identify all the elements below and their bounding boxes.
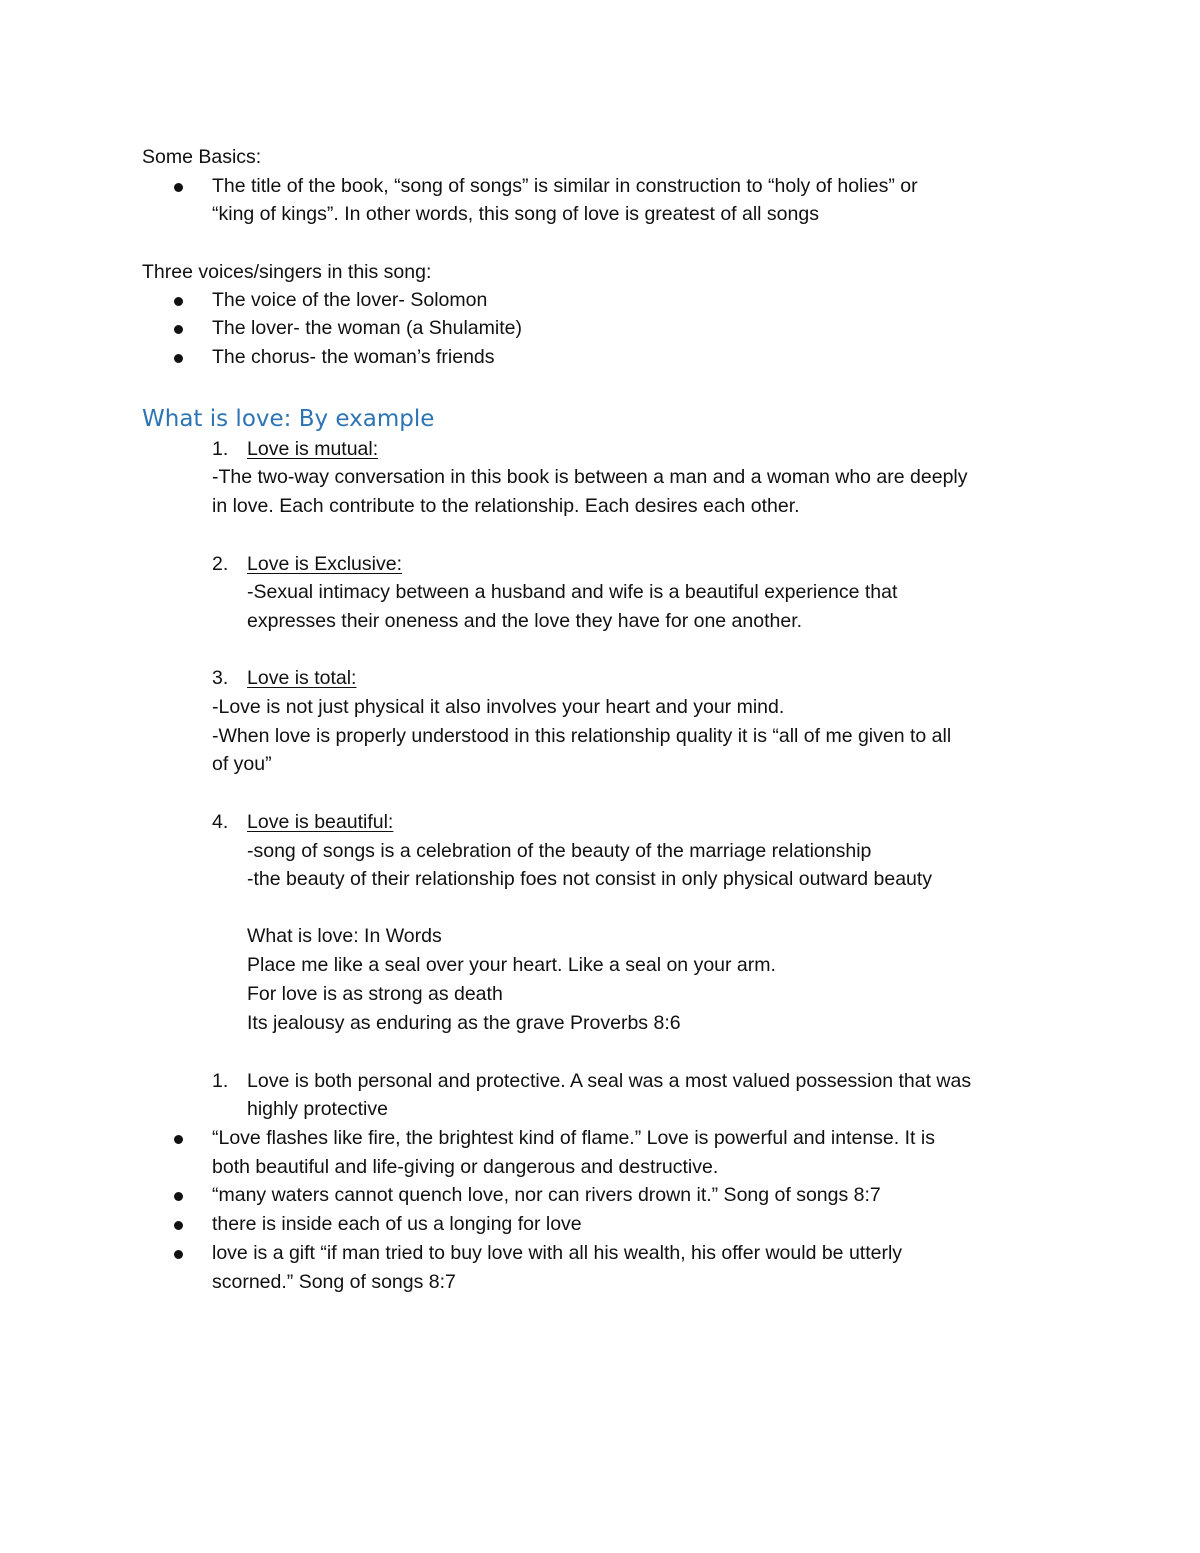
final-bullet-line: both beautiful and life-giving or dangerous and destructive.: [212, 1156, 719, 1178]
voices-item: The chorus- the woman’s friends: [212, 346, 495, 368]
final-bullet-line: scorned.” Song of songs 8:7: [212, 1271, 456, 1293]
final-bullet-line: love is a gift “if man tried to buy love with all his wealth, his offer would be utterly: [212, 1242, 903, 1264]
point-title: Love is mutual:: [247, 438, 379, 460]
final-numbered-line: highly protective: [247, 1098, 388, 1120]
point-number: 4.: [212, 811, 229, 833]
point-text-line: -song of songs is a celebration of the beauty of the marriage relationship: [247, 840, 872, 862]
final-bullet-line: “Love flashes like fire, the brightest kind of flame.” Love is powerful and intense. It is: [212, 1127, 935, 1149]
bullet-icon: [174, 1135, 183, 1144]
in-words-line: What is love: In Words: [247, 925, 442, 947]
bullet-icon: [174, 297, 183, 306]
final-number: 1.: [212, 1070, 229, 1092]
bullet-icon: [174, 183, 183, 192]
point-text-line: -When love is properly understood in this relationship quality it is “all of me given to all: [212, 725, 952, 747]
basics-bullet-line: “king of kings”. In other words, this song of love is greatest of all songs: [212, 203, 819, 225]
basics-label: Some Basics:: [142, 146, 262, 168]
final-bullet-line: there is inside each of us a longing for love: [212, 1213, 582, 1235]
bullet-icon: [174, 1221, 183, 1230]
basics-bullet-line: The title of the book, “song of songs” is similar in construction to “holy of holies” or: [212, 175, 918, 197]
voices-item: The voice of the lover- Solomon: [212, 289, 488, 311]
point-number: 3.: [212, 667, 229, 689]
point-text-line: -Love is not just physical it also involves your heart and your mind.: [212, 696, 785, 718]
point-text-line: in love. Each contribute to the relationship. Each desires each other.: [212, 495, 800, 517]
final-bullet-line: “many waters cannot quench love, nor can rivers drown it.” Song of songs 8:7: [212, 1184, 881, 1206]
point-title: Love is beautiful:: [247, 811, 394, 833]
bullet-icon: [174, 354, 183, 363]
in-words-line: For love is as strong as death: [247, 983, 503, 1005]
point-text-line: of you”: [212, 753, 272, 775]
point-title: Love is total:: [247, 667, 357, 689]
point-text-line: -The two-way conversation in this book is between a man and a woman who are deeply: [212, 466, 968, 488]
point-number: 2.: [212, 553, 229, 575]
voices-label: Three voices/singers in this song:: [142, 261, 432, 283]
point-text-line: expresses their oneness and the love they have for one another.: [247, 610, 803, 632]
section-heading: What is love: By example: [142, 406, 435, 432]
bullet-icon: [174, 1192, 183, 1201]
point-title: Love is Exclusive:: [247, 553, 402, 575]
point-text-line: -the beauty of their relationship foes not consist in only physical outward beauty: [247, 868, 933, 890]
point-text-line: -Sexual intimacy between a husband and wife is a beautiful experience that: [247, 581, 898, 603]
bullet-icon: [174, 1250, 183, 1259]
point-number: 1.: [212, 438, 229, 460]
in-words-line: Its jealousy as enduring as the grave Proverbs 8:6: [247, 1012, 681, 1034]
bullet-icon: [174, 325, 183, 334]
in-words-line: Place me like a seal over your heart. Like a seal on your arm.: [247, 954, 776, 976]
voices-item: The lover- the woman (a Shulamite): [212, 317, 522, 339]
final-numbered-line: Love is both personal and protective. A seal was a most valued possession that was: [247, 1070, 972, 1092]
